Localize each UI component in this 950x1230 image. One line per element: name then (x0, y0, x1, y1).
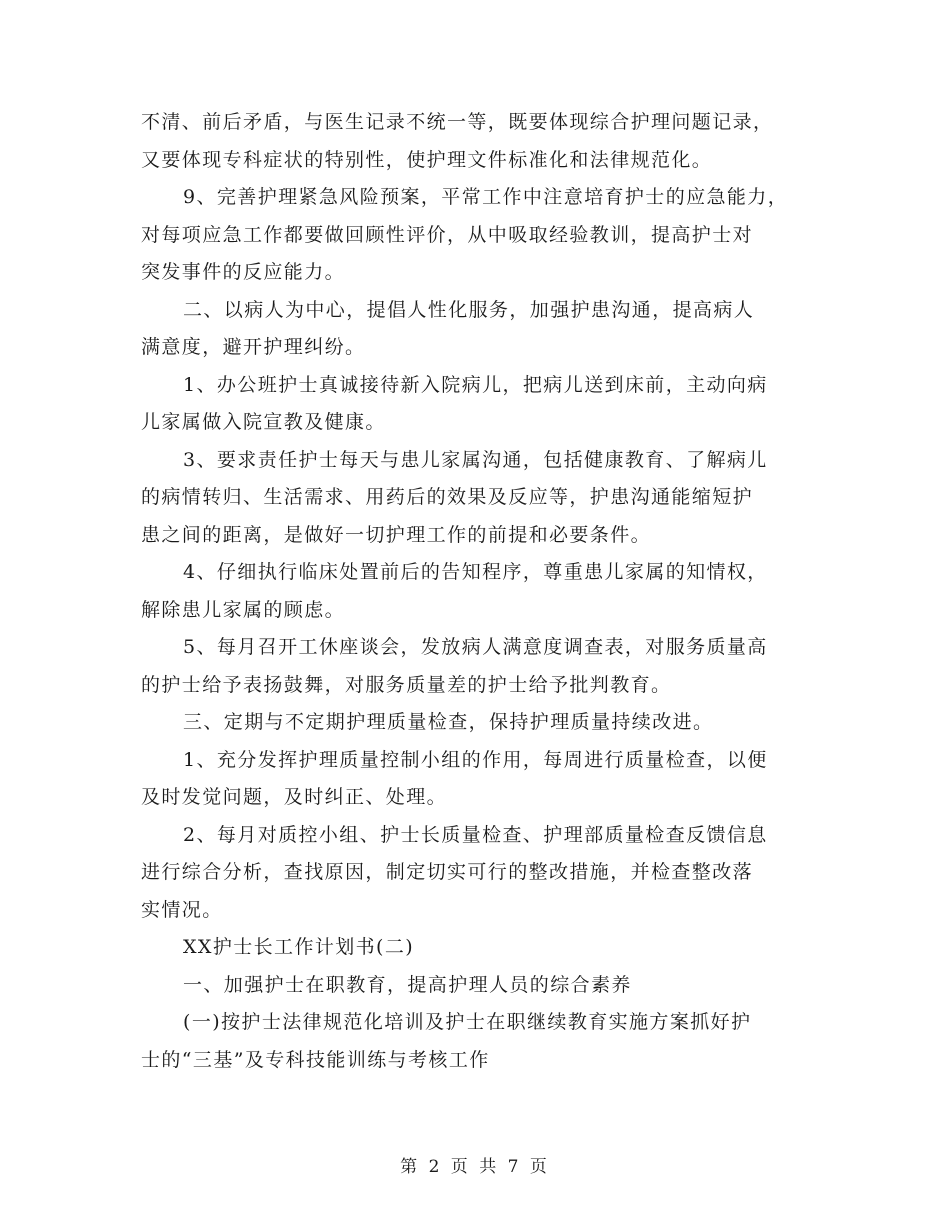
text-line: 解除患儿家属的顾虑。 (141, 598, 346, 621)
text-line: 的护士给予表扬鼓舞，对服务质量差的护士给予批判教育。 (141, 673, 672, 696)
text-line: 的病情转归、生活需求、用药后的效果及反应等，护患沟通能缩短护 (141, 486, 754, 508)
page-footer: 第 2 页 共 7 页 (400, 1157, 550, 1177)
text-line: 5、每月召开工休座谈会，发放病人满意度调查表，对服务质量高 (183, 636, 768, 658)
text-line: 一、加强护士在职教育，提高护理人员的综合素养 (183, 973, 632, 996)
text-line: 9、完善护理紧急风险预案，平常工作中注意培育护士的应急能力， (183, 186, 789, 208)
text-line: (一)按护士法律规范化培训及护士在职继续教育实施方案抓好护 (183, 1011, 752, 1033)
text-line: 对每项应急工作都要做回顾性评价，从中吸取经验教训，提高护士对 (141, 223, 754, 246)
text-line: 士的“三基”及专科技能训练与考核工作 (141, 1048, 490, 1071)
text-line: 1、充分发挥护理质量控制小组的作用，每周进行质量检查，以便 (183, 748, 768, 771)
text-line: 进行综合分析，查找原因，制定切实可行的整改措施，并检查整改落 (141, 861, 754, 883)
text-line: 儿家属做入院宣教及健康。 (141, 411, 386, 433)
text-line: 突发事件的反应能力。 (141, 261, 346, 283)
text-line: 满意度，避开护理纠纷。 (141, 336, 366, 358)
text-line: 2、每月对质控小组、护士长质量检查、护理部质量检查反馈信息 (183, 823, 768, 846)
text-line: 及时发觉问题，及时纠正、处理。 (141, 786, 448, 808)
text-line: 又要体现专科症状的特别性，使护理文件标准化和法律规范化。 (141, 148, 713, 171)
text-line: 二、以病人为中心，提倡人性化服务，加强护患沟通，提高病人 (183, 298, 755, 321)
text-line: 实情况。 (141, 898, 223, 921)
text-line: 不清、前后矛盾，与医生记录不统一等，既要体现综合护理问题记录， (141, 111, 774, 133)
text-line: 1、办公班护士真诚接待新入院病儿，把病儿送到床前，主动向病 (183, 373, 768, 396)
text-line: XX护士长工作计划书(二) (183, 936, 415, 958)
text-line: 患之间的距离，是做好一切护理工作的前提和必要条件。 (141, 523, 652, 546)
text-line: 4、仔细执行临床处置前后的告知程序，尊重患儿家属的知情权， (183, 561, 768, 583)
document-body (141, 104, 813, 1079)
text-line: 3、要求责任护士每天与患儿家属沟通，包括健康教育、了解病儿 (183, 448, 768, 471)
text-line: 三、定期与不定期护理质量检查，保持护理质量持续改进。 (183, 711, 714, 733)
